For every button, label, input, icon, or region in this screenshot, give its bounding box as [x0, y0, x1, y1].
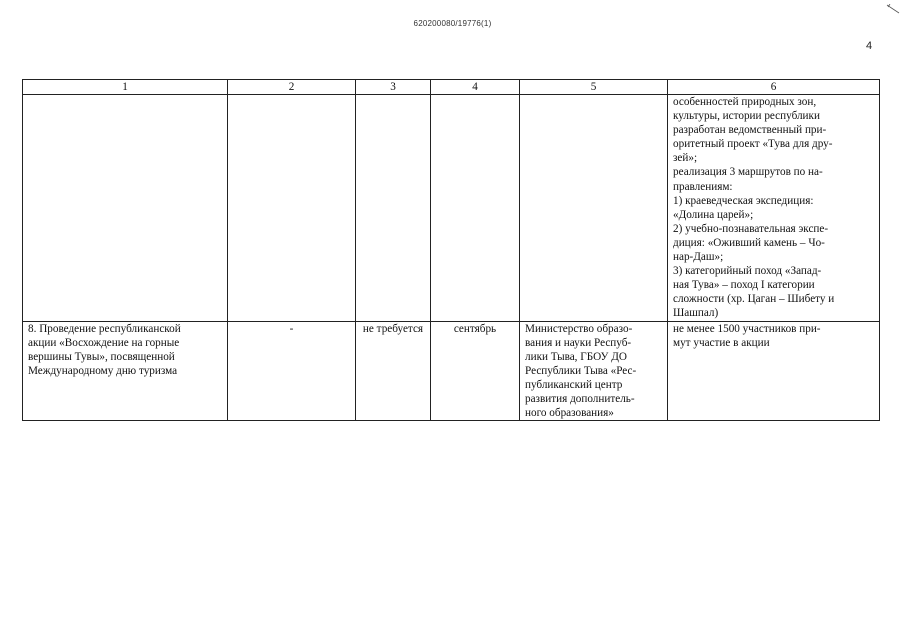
continuation-col5	[520, 95, 668, 322]
row8-responsible-cell	[520, 321, 668, 421]
text-line: ная Тува» – поход I категории	[673, 279, 815, 292]
text-line: вершины Тувы», посвященной	[28, 350, 175, 363]
text-line: диция: «Оживший камень – Чо-	[673, 236, 825, 249]
text-line: ного образования»	[525, 407, 614, 420]
table-row-continuation	[23, 95, 880, 322]
text-line: Международному дню туризма	[28, 364, 178, 377]
table-row-8	[23, 321, 880, 421]
row8-results-cell	[668, 321, 880, 421]
continuation-col4	[431, 95, 520, 322]
column-number-6: 6	[668, 80, 880, 95]
text-line: Шашпал)	[673, 307, 719, 320]
text-line: не менее 1500 участников при-	[673, 322, 821, 335]
column-number-row	[23, 80, 880, 95]
text-line: 8. Проведение республиканской	[28, 322, 181, 335]
corner-scan-mark	[886, 4, 900, 14]
row8-event-cell	[23, 321, 228, 421]
text-line: 1) краеведческая экспедиция:	[673, 194, 814, 207]
continuation-col1	[23, 95, 228, 322]
text-line: «Долина царей»;	[673, 208, 754, 221]
text-line: реализация 3 маршрутов по на-	[673, 166, 823, 179]
text-line: 3) категорийный поход «Запад-	[673, 265, 822, 278]
text-line: развития дополнитель-	[525, 392, 635, 405]
text-line: зей»;	[673, 152, 698, 165]
column-number-5: 5	[520, 80, 668, 95]
continuation-col3	[356, 95, 431, 322]
continuation-results-cell	[668, 95, 880, 322]
text-line: Республики Тыва «Рес-	[525, 364, 637, 377]
text-line: культуры, истории республики	[673, 110, 820, 123]
row8-col2-cell: -	[228, 321, 356, 421]
text-line: публиканский центр	[525, 378, 623, 391]
row8-responsible-text	[525, 322, 662, 421]
column-number-2: 2	[228, 80, 356, 95]
text-line: 2) учебно-познавательная экспе-	[673, 222, 829, 235]
page-number: 4	[866, 40, 873, 52]
row8-period-cell: сентябрь	[431, 321, 520, 421]
row8-funding-cell: не требуется	[356, 321, 431, 421]
column-number-4: 4	[431, 80, 520, 95]
continuation-col2	[228, 95, 356, 322]
row8-results-text	[673, 322, 874, 350]
text-line: правлениям:	[673, 180, 733, 193]
document-id: 620200080/19776(1)	[413, 19, 492, 28]
continuation-results-text	[673, 95, 874, 321]
text-line: оритетный проект «Тува для дру-	[673, 138, 833, 151]
text-line: акции «Восхождение на горные	[28, 336, 180, 349]
text-line: мут участие в акции	[673, 336, 770, 349]
text-line: нар-Даш»;	[673, 251, 724, 264]
column-number-3: 3	[356, 80, 431, 95]
text-line: разработан ведомственный при-	[673, 124, 827, 137]
column-number-1: 1	[23, 80, 228, 95]
text-line: Министерство образо-	[525, 322, 633, 335]
plan-table	[22, 79, 880, 421]
text-line: сложности (хр. Цаган – Шибету и	[673, 293, 835, 306]
text-line: особенностей природных зон,	[673, 96, 817, 108]
text-line: лики Тыва, ГБОУ ДО	[525, 350, 627, 363]
row8-event-text	[28, 322, 222, 378]
text-line: вания и науки Респуб-	[525, 336, 632, 349]
